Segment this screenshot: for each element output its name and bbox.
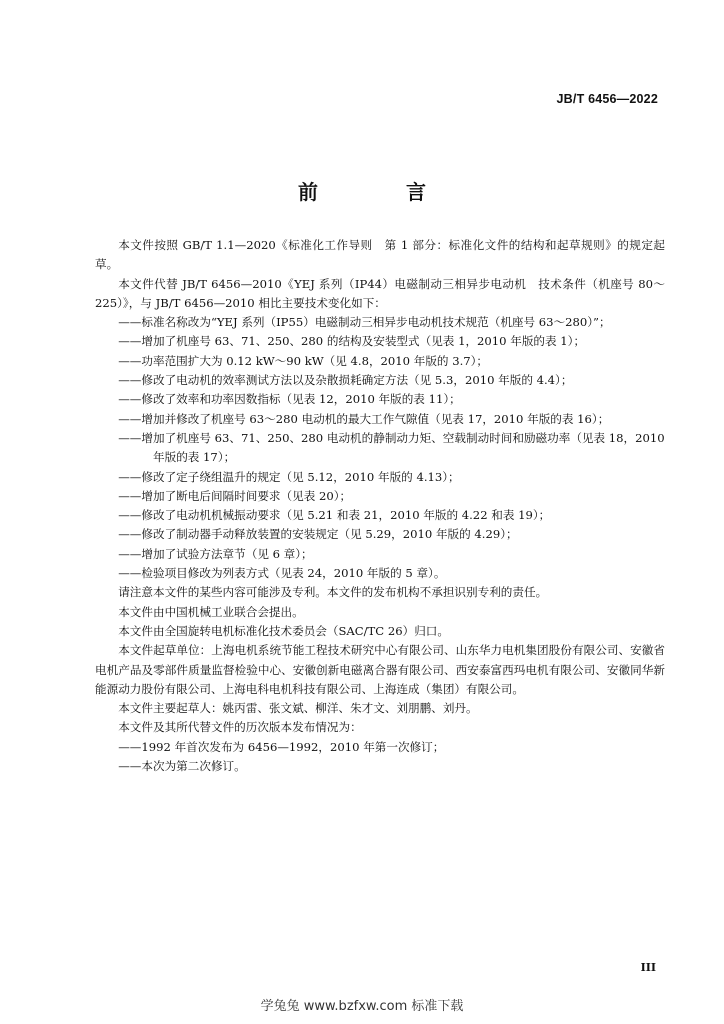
paragraph-replaces: 本文件代替 JB/T 6456—2010《YEJ 系列（IP44）电磁制动三相异步电动机 技术条件（机座号 80～225）》，与 JB/T 6456—2010 相比主要技术变化如下：: [95, 276, 665, 310]
change-item: ——增加并修改了机座号 63～280 电动机的最大工作气隙值（见表 17，2010 年版的表 16）；: [118, 411, 610, 426]
watermark-text: 学兔兔 www.bzfxw.com 标准下载: [260, 999, 464, 1014]
history-item: ——1992 年首次发布为 6456—1992，2010 年第一次修订；: [118, 739, 445, 754]
standard-code: JB/T 6456—2022: [556, 92, 658, 106]
change-item: ——修改了效率和功率因数指标（见表 12，2010 年版的表 11）；: [118, 392, 461, 407]
committee-note: 本文件由全国旋转电机标准化技术委员会（SAC/TC 26）归口。: [118, 623, 449, 638]
change-item: ——修改了电动机的效率测试方法以及杂散损耗确定方法（见 5.3，2010 年版的 4.4）；: [118, 373, 573, 388]
change-item: ——修改了定子绕组温升的规定（见 5.12，2010 年版的 4.13）；: [118, 469, 460, 484]
history-intro: 本文件及其所代替文件的历次版本发布情况为：: [118, 720, 362, 735]
change-item: ——标准名称改为“YEJ 系列（IP55）电磁制动三相异步电动机技术规范（机座号 63～280）”；: [118, 315, 611, 330]
page-number: III: [640, 961, 656, 974]
change-item: ——修改了电动机机械振动要求（见 5.21 和表 21，2010 年版的 4.22 和表 19）；: [118, 508, 551, 523]
proposer-note: 本文件由中国机械工业联合会提出。: [118, 604, 304, 619]
drafters: 本文件主要起草人：姚丙雷、张文斌、柳洋、朱才文、刘朋鹏、刘丹。: [118, 701, 478, 716]
document-body: [95, 236, 665, 776]
drafting-units: 本文件起草单位：上海电机系统节能工程技术研究中心有限公司、山东华力电机集团股份有限公司、安徽省电机产品及零部件质量监督检验中心、安徽创新电磁离合器有限公司、西安泰富西玛电机有限公司、安徽同华新能源动力股份有限公司、上海电科电机科技有限公司、上海连成（集团）有限公司。: [95, 643, 665, 696]
page-title: 前 言: [298, 180, 460, 204]
change-item: ——增加了断电后间隔时间要求（见表 20）；: [118, 488, 352, 503]
change-item: ——检验项目修改为列表方式（见表 24，2010 年版的 5 章）。: [118, 566, 446, 581]
paragraph-drafting-rules: 本文件按照 GB/T 1.1—2020《标准化工作导则 第 1 部分：标准化文件的结构和起草规则》的规定起草。: [95, 238, 665, 272]
change-item: ——修改了制动器手动释放装置的安装规定（见 5.29，2010 年版的 4.29）；: [118, 527, 518, 542]
change-item: ——增加了机座号 63、71、250、280 的结构及安装型式（见表 1，2010 年版的表 1）；: [118, 334, 586, 349]
change-item: ——增加了机座号 63、71、250、280 电动机的静制动力矩、空载制动时间和励磁功率（见表 18，2010 年版的表 17）；: [118, 430, 665, 465]
change-item: ——增加了试验方法章节（见 6 章）；: [118, 546, 313, 561]
history-item: ——本次为第二次修订。: [118, 759, 246, 774]
patent-note: 请注意本文件的某些内容可能涉及专利。本文件的发布机构不承担识别专利的责任。: [118, 585, 548, 600]
change-item: ——功率范围扩大为 0.12 kW～90 kW（见 4.8，2010 年版的 3.7）；: [118, 353, 489, 368]
